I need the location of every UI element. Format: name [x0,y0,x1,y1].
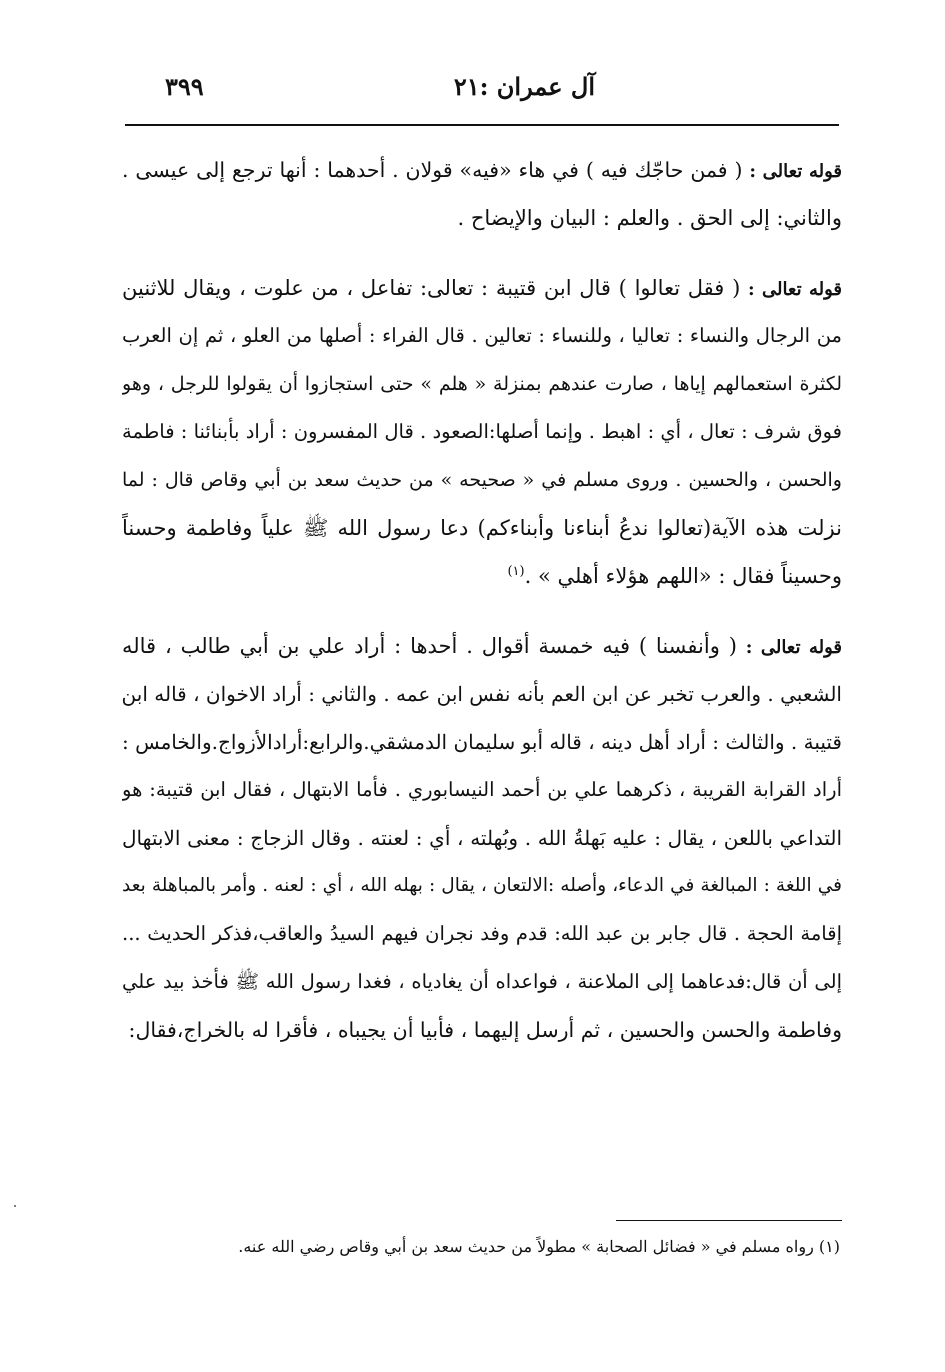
line-text: والحسن ، والحسين . وروى مسلم في « صحيحه » من حديث سعد بن أبي وقاص قال : لما [122,469,842,491]
text-line [122,670,842,718]
text-line [122,360,842,408]
text-line [122,622,842,670]
text-line [122,958,842,1006]
text-line [122,146,842,194]
line-text: ( فمن حاجّك فيه ) في هاء «فيه» قولان . أحدهما : أنها ترجع إلى عيسى . [122,158,743,182]
line-text: لكثرة استعمالهم إياها ، صارت عندهم بمنزلة « هلم » حتى استجازوا أن يقولوا للرجل ، وهو [122,373,842,395]
text-line [122,814,842,862]
line-text: وفاطمة والحسن والحسين ، ثم أرسل إليهما ، فأبيا أن يجيباه ، فأقرا له بالخراج،فقال: [128,1018,842,1042]
line-text: وحسيناً فقال : «اللهم هؤلاء أهلي » . [524,564,842,588]
text-line [122,456,842,504]
body-text [122,146,842,1054]
line-text: فوق شرف : تعال ، أي : اهبط . وإنما أصلها:الصعود . قال المفسرون : أراد بأبنائنا : فاطمة [122,420,842,443]
text-line [122,194,842,242]
line-text: ( فقل تعالوا ) قال ابن قتيبة : تعالى: تفاعل ، من علوت ، ويقال للاثنين [122,276,741,300]
footnote-rule [616,1220,842,1221]
verse-lead: قوله تعالى : [749,161,842,182]
line-text: من الرجال والنساء : تعاليا ، وللنساء : تعالين . قال الفراء : أصلها من العلو ، ثم إن العرب [122,324,842,347]
footnote: (١) رواه مسلم في « فضائل الصحابة » مطولاً من حديث سعد بن أبي وقاص رضي الله عنه. [238,1237,840,1256]
scan-speck [14,1205,16,1207]
running-title: آل عمران :٢١ [453,72,595,101]
header-rule [125,124,839,126]
text-line [122,862,842,910]
text-line [122,718,842,766]
text-line [122,1006,842,1054]
line-text: إلى أن قال:فدعاهما إلى الملاعنة ، فواعداه أن يغادياه ، فغدا رسول الله ﷺ فأخذ بيد علي [122,970,842,993]
verse-lead: قوله تعالى : [745,637,842,658]
line-text: والثاني: إلى الحق . والعلم : البيان والإيضاح . [457,206,842,230]
text-line [122,552,842,600]
text-line [122,264,842,312]
text-line [122,504,842,552]
line-text: أراد القرابة القريبة ، ذكرهما علي بن أحمد النيسابوري . فأما الابتهال ، فقال ابن قتيبة: هو [122,778,842,801]
text-line [122,766,842,814]
text-line [122,910,842,958]
line-text: إقامة الحجة . قال جابر بن عبد الله: قدم وفد نجران فيهم السيدُ والعاقب،فذكر الحديث ... [122,922,842,945]
line-text: نزلت هذه الآية(تعالوا ندعُ أبناءنا وأبناءكم) دعا رسول الله ﷺ علياً وفاطمة وحسناً [122,516,842,540]
text-line [122,408,842,456]
verse-lead: قوله تعالى : [748,279,842,300]
line-text: التداعي باللعن ، يقال : عليه بَهلةُ الله . وبُهلته ، أي : لعنته . وقال الزجاج : معنى الابتهال [122,826,842,850]
line-text: الشعبي . والعرب تخبر عن ابن العم بأنه نفس ابن عمه . والثاني : أراد الاخوان ، قاله ابن [122,682,842,706]
page-number: ٣٩٩ [165,72,204,101]
line-text: قتيبة . والثالث : أراد أهل دينه ، قاله أبو سليمان الدمشقي.والرابع:أرادالأزواج.والخامس : [122,730,842,754]
page-header [125,72,820,112]
footnote-marker: (١) [507,564,525,579]
line-text: ( وأنفسنا ) فيه خمسة أقوال . أحدها : أراد علي بن أبي طالب ، قاله [122,634,737,658]
line-text: في اللغة : المبالغة في الدعاء، وأصله :الالتعان ، يقال : بهله الله ، أي : لعنه . وأمر بالمباهلة بعد [122,875,842,896]
text-line [122,312,842,360]
